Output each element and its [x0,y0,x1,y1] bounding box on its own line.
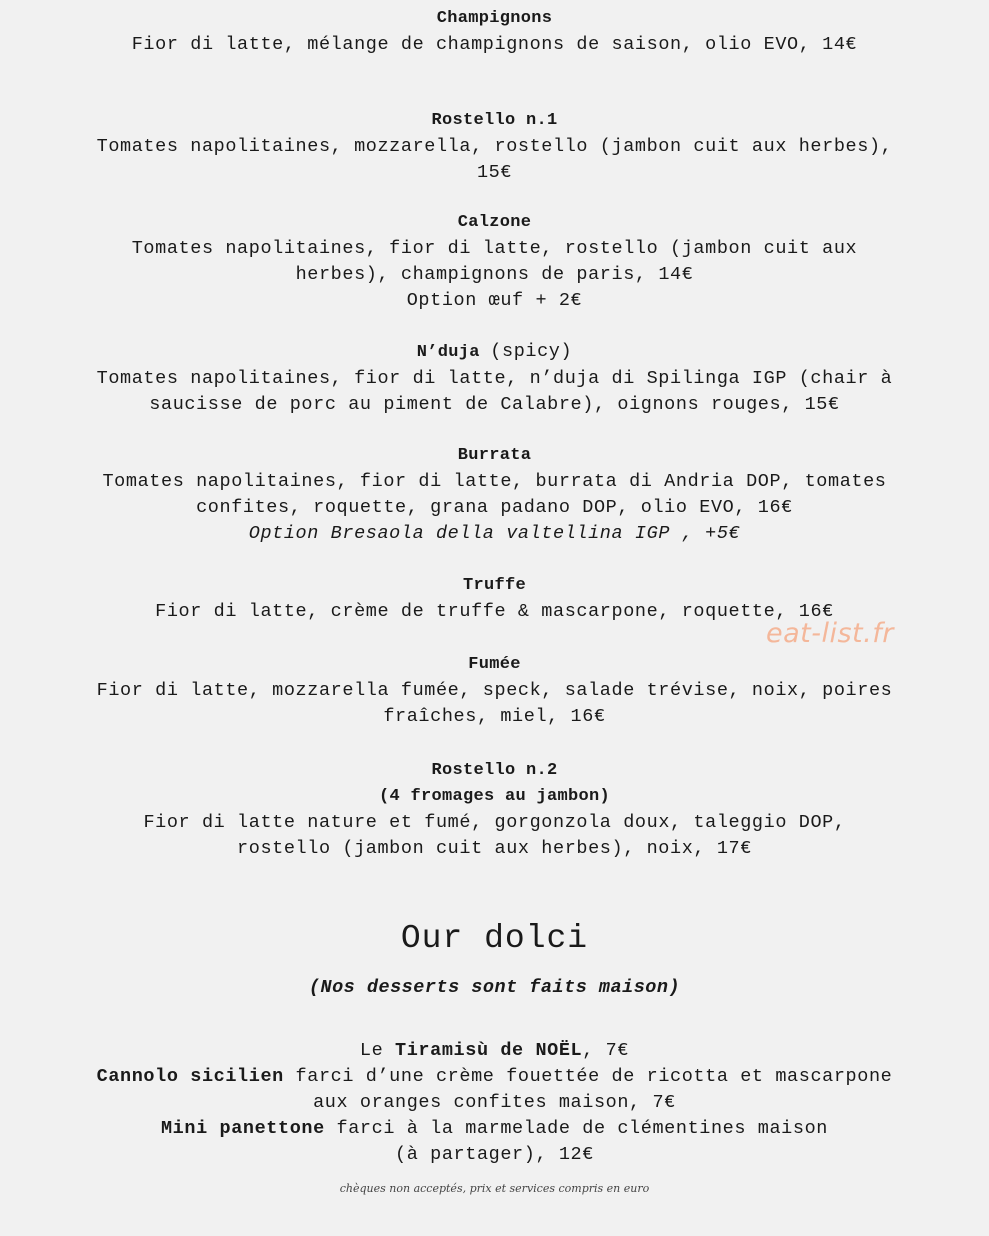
dessert-detail: farci d’une crème fouettée de ricotta et mascarpone [283,1066,893,1087]
pizza-name: Truffe [462,576,526,595]
dessert-item-continued [0,1090,989,1116]
pizza-description: Fior di latte, mélange de champignons de saison, olio EVO, 14€ [131,34,858,55]
pizza-price: 15€ [476,162,513,183]
pizza-item [40,339,949,418]
dessert-detail: aux oranges confites maison, 7€ [313,1092,676,1113]
dolci-heading: Our dolci [400,920,589,957]
pizza-description: confites, roquette, grana padano DOP, olio EVO, 16€ [196,497,793,518]
pizza-name-row [40,339,949,366]
pizza-name: Champignons [436,9,553,28]
dessert-detail: farci à la marmelade de clémentines maison [324,1118,828,1139]
dessert-name: Tiramisù de NOËL [395,1040,583,1061]
dessert-name: Cannolo sicilien [96,1066,284,1087]
pizza-description: Tomates napolitaines, fior di latte, rostello (jambon cuit aux [131,238,858,259]
pizza-description: Tomates napolitaines, fior di latte, burrata di Andria DOP, tomates [102,471,887,492]
pizza-description: saucisse de porc au piment de Calabre), oignons rouges, 15€ [149,394,840,415]
footer-note: chèques non acceptés, prix et services compris en euro [339,1182,650,1195]
dolci-subtitle: (Nos desserts sont faits maison) [308,977,681,998]
dolci-list [0,1038,989,1168]
pizza-item [40,108,949,186]
pizza-description: herbes), champignons de paris, 14€ [295,264,694,285]
pizza-subname: (4 fromages au jambon) [378,787,611,806]
pizza-item [40,210,949,314]
dessert-detail: , 7€ [582,1040,630,1061]
dessert-item-continued [0,1142,989,1168]
dessert-item [0,1038,989,1064]
dessert-item [0,1064,989,1090]
dessert-prefix: Le [359,1040,396,1061]
pizza-description: Tomates napolitaines, mozzarella, rostello (jambon cuit aux herbes), [96,136,893,157]
pizza-description: rostello (jambon cuit aux herbes), noix, 17€ [237,838,752,859]
pizza-name: Burrata [457,446,532,465]
pizza-item [40,758,949,862]
pizza-item [40,443,949,547]
pizza-name: Rostello n.2 [431,761,558,780]
pizza-description: Tomates napolitaines, fior di latte, n’duja di Spilinga IGP (chair à [96,368,893,389]
pizza-name: Fumée [468,655,521,674]
dessert-name: Mini panettone [160,1118,325,1139]
pizza-description: Fior di latte, mozzarella fumée, speck, salade trévise, noix, poires [96,680,893,701]
spicy-tag: (spicy) [490,341,573,362]
pizza-name: N’duja [416,343,480,362]
watermark-logo: eat-list.fr [766,618,894,649]
pizza-item [40,652,949,730]
pizza-option: Option Bresaola della valtellina IGP , +5€ [248,523,741,544]
dessert-item [0,1116,989,1142]
pizza-option: Option œuf + 2€ [406,290,583,311]
pizza-name: Calzone [457,213,532,232]
pizza-description: fraîches, miel, 16€ [383,706,606,727]
dessert-detail: (à partager), 12€ [395,1144,594,1165]
pizza-name: Rostello n.1 [431,111,558,130]
pizza-description: Fior di latte, crème de truffe & mascarpone, roquette, 16€ [155,601,834,622]
pizza-description: Fior di latte nature et fumé, gorgonzola doux, taleggio DOP, [143,812,846,833]
pizza-item [40,6,949,58]
